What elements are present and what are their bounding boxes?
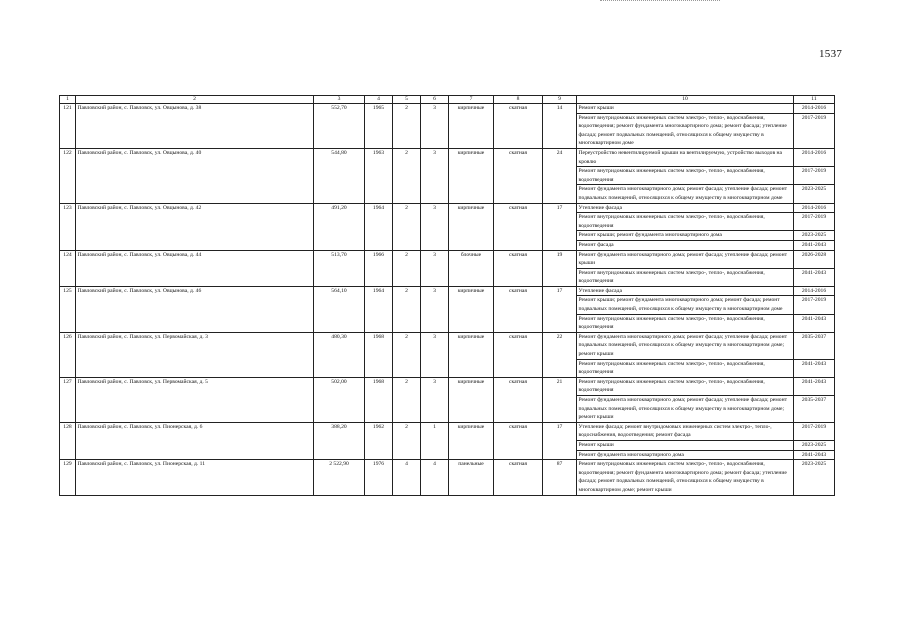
year-cell: 1964 — [365, 286, 393, 332]
entrances-cell: 1 — [421, 422, 449, 459]
work-description-cell: Утепление фасада — [577, 286, 794, 296]
period-cell: 2041-2043 — [794, 450, 835, 460]
row-number: 123 — [60, 203, 76, 250]
period-cell: 2026-2028 — [794, 250, 835, 268]
residents-cell: 21 — [543, 377, 577, 422]
roof-type-cell: скатная — [494, 422, 543, 459]
column-header: 9 — [543, 96, 577, 104]
row-number: 127 — [60, 377, 76, 422]
residents-cell: 22 — [543, 332, 577, 377]
row-number: 126 — [60, 332, 76, 377]
wall-material-cell: кирпичные — [449, 332, 494, 377]
year-cell: 1963 — [365, 148, 393, 203]
work-description-cell: Ремонт фундамента многоквартирного дома; ремонт фасада; утепление фасада; ремонт подвальных помещений, относящихся к общему имуществу в многоквартирном доме; ремонт крыши — [577, 332, 794, 359]
work-description-cell: Ремонт внутридомовых инженерных систем электро-, тепло-, водоснабжения, водоотведения — [577, 314, 794, 332]
floors-cell: 2 — [393, 250, 421, 286]
work-description-cell: Ремонт фундамента многоквартирного дома; ремонт фасада; утепление фасада; ремонт подвальных помещений, относящихся к общему имуществу в многоквартирном доме; ремонт крыши — [577, 396, 794, 423]
period-cell: 2023-2025 — [794, 460, 835, 495]
column-header: 3 — [314, 96, 365, 104]
year-cell: 1976 — [365, 460, 393, 495]
row-number: 122 — [60, 148, 76, 203]
work-description-cell: Ремонт внутридомовых инженерных систем электро-, тепло-, водоснабжения, водоотведения — [577, 359, 794, 377]
area-cell: 552,70 — [314, 104, 365, 149]
floors-cell: 2 — [393, 422, 421, 459]
floors-cell: 2 — [393, 203, 421, 250]
address-cell: Павловский район, с. Павловск, ул. Овцынова, д. 38 — [76, 104, 314, 149]
period-cell: 2017-2019 — [794, 422, 835, 440]
capital-repair-table — [59, 95, 835, 496]
residents-cell: 17 — [543, 286, 577, 332]
work-description-cell: Ремонт фундамента многоквартирного дома; ремонт фасада; утепление фасада; ремонт крыши — [577, 250, 794, 268]
floors-cell: 4 — [393, 460, 421, 495]
column-header: 11 — [794, 96, 835, 104]
work-description-cell: Ремонт фасада — [577, 240, 794, 250]
column-header: 8 — [494, 96, 543, 104]
row-number: 124 — [60, 250, 76, 286]
table-row — [60, 460, 835, 495]
address-cell: Павловский район, с. Павловск, ул. Овцынова, д. 44 — [76, 250, 314, 286]
year-cell: 1965 — [365, 104, 393, 149]
work-description-cell: Ремонт внутридомовых инженерных систем электро-, тепло-, водоснабжения, водоотведения — [577, 268, 794, 286]
year-cell: 1964 — [365, 203, 393, 250]
column-header: 6 — [421, 96, 449, 104]
residents-cell: 19 — [543, 250, 577, 286]
table-row — [60, 250, 835, 268]
period-cell: 2023-2025 — [794, 231, 835, 241]
table-row — [60, 422, 835, 440]
column-header: 5 — [393, 96, 421, 104]
area-cell: 502,00 — [314, 377, 365, 422]
row-number: 125 — [60, 286, 76, 332]
entrances-cell: 3 — [421, 286, 449, 332]
area-cell: 491,20 — [314, 203, 365, 250]
table-row — [60, 148, 835, 166]
year-cell: 1968 — [365, 332, 393, 377]
row-number: 129 — [60, 460, 76, 495]
address-cell: Павловский район, с. Павловск, ул. Овцынова, д. 42 — [76, 203, 314, 250]
roof-type-cell: скатная — [494, 203, 543, 250]
table-row — [60, 203, 835, 213]
work-description-cell: Ремонт крыши; ремонт фундамента многоквартирного дома — [577, 231, 794, 241]
roof-type-cell: скатная — [494, 377, 543, 422]
entrances-cell: 3 — [421, 332, 449, 377]
residents-cell: 17 — [543, 203, 577, 250]
year-cell: 1962 — [365, 422, 393, 459]
entrances-cell: 3 — [421, 148, 449, 203]
period-cell: 2014-2016 — [794, 148, 835, 166]
address-cell: Павловский район, с. Павловск, ул. Пионерская, д. 6 — [76, 422, 314, 459]
entrances-cell: 4 — [421, 460, 449, 495]
period-cell: 2017-2019 — [794, 213, 835, 231]
work-description-cell: Ремонт фундамента многоквартирного дома — [577, 450, 794, 460]
work-description-cell: Ремонт внутридомовых инженерных систем электро-, тепло-, водоснабжения, водоотведения; ремонт фундамента многоквартирного дома; ремонт фасада; утепление фасада; ремонт подвальных помещений, относящихся к общему имуществу в многоквартирном доме — [577, 113, 794, 148]
scan-artifact — [600, 0, 720, 5]
work-description-cell: Ремонт крыши — [577, 104, 794, 114]
period-cell: 2041-2043 — [794, 314, 835, 332]
roof-type-cell: скатная — [494, 104, 543, 149]
entrances-cell: 3 — [421, 250, 449, 286]
address-cell: Павловский район, с. Павловск, ул. Первомайская, д. 3 — [76, 332, 314, 377]
column-number-row — [60, 96, 835, 104]
work-description-cell: Ремонт крыши; ремонт фундамента многоквартирного дома; ремонт фасада; ремонт подвальных помещений, относящихся к общему имуществу в многоквартирном доме — [577, 296, 794, 314]
roof-type-cell: скатная — [494, 332, 543, 377]
row-number: 128 — [60, 422, 76, 459]
work-description-cell: Ремонт внутридомовых инженерных систем электро-, тепло-, водоснабжения, водоотведения — [577, 377, 794, 395]
period-cell: 2041-2043 — [794, 359, 835, 377]
address-cell: Павловский район, с. Павловск, ул. Пионерская, д. 11 — [76, 460, 314, 495]
residents-cell: 14 — [543, 104, 577, 149]
period-cell: 2017-2019 — [794, 113, 835, 148]
wall-material-cell: кирпичные — [449, 104, 494, 149]
period-cell: 2041-2043 — [794, 377, 835, 395]
entrances-cell: 3 — [421, 377, 449, 422]
year-cell: 1966 — [365, 250, 393, 286]
area-cell: 564,10 — [314, 286, 365, 332]
roof-type-cell: скатная — [494, 286, 543, 332]
column-header: 7 — [449, 96, 494, 104]
floors-cell: 2 — [393, 104, 421, 149]
period-cell: 2014-2016 — [794, 203, 835, 213]
address-cell: Павловский район, с. Павловск, ул. Овцынова, д. 46 — [76, 286, 314, 332]
work-description-cell: Утепление фасада — [577, 203, 794, 213]
area-cell: 2 522,90 — [314, 460, 365, 495]
wall-material-cell: кирпичные — [449, 377, 494, 422]
table-row — [60, 377, 835, 395]
work-description-cell: Ремонт фундамента многоквартирного дома; ремонт фасада; утепление фасада; ремонт подвальных помещений, относящихся к общему имуществу в многоквартирном доме — [577, 185, 794, 203]
page-number: 1537 — [819, 48, 843, 60]
roof-type-cell: скатная — [494, 460, 543, 495]
column-header: 2 — [76, 96, 314, 104]
floors-cell: 2 — [393, 377, 421, 422]
column-header: 4 — [365, 96, 393, 104]
period-cell: 2017-2019 — [794, 296, 835, 314]
area-cell: 513,70 — [314, 250, 365, 286]
column-header: 10 — [577, 96, 794, 104]
wall-material-cell: панельные — [449, 460, 494, 495]
period-cell: 2035-2037 — [794, 396, 835, 423]
floors-cell: 2 — [393, 332, 421, 377]
roof-type-cell: скатная — [494, 250, 543, 286]
period-cell: 2014-2016 — [794, 286, 835, 296]
row-number: 121 — [60, 104, 76, 149]
period-cell: 2014-2016 — [794, 104, 835, 114]
period-cell: 2017-2019 — [794, 167, 835, 185]
roof-type-cell: скатная — [494, 148, 543, 203]
entrances-cell: 3 — [421, 203, 449, 250]
floors-cell: 2 — [393, 286, 421, 332]
residents-cell: 87 — [543, 460, 577, 495]
address-cell: Павловский район, с. Павловск, ул. Первомайская, д. 5 — [76, 377, 314, 422]
residents-cell: 17 — [543, 422, 577, 459]
area-cell: 480,30 — [314, 332, 365, 377]
wall-material-cell: кирпичные — [449, 203, 494, 250]
entrances-cell: 3 — [421, 104, 449, 149]
wall-material-cell: кирпичные — [449, 422, 494, 459]
period-cell: 2035-2037 — [794, 332, 835, 359]
residents-cell: 24 — [543, 148, 577, 203]
period-cell: 2023-2025 — [794, 440, 835, 450]
column-header: 1 — [60, 96, 76, 104]
wall-material-cell: кирпичные — [449, 286, 494, 332]
year-cell: 1968 — [365, 377, 393, 422]
table-row — [60, 332, 835, 359]
period-cell: 2023-2025 — [794, 185, 835, 203]
floors-cell: 2 — [393, 148, 421, 203]
work-description-cell: Ремонт крыши — [577, 440, 794, 450]
address-cell: Павловский район, с. Павловск, ул. Овцынова, д. 40 — [76, 148, 314, 203]
period-cell: 2041-2043 — [794, 240, 835, 250]
area-cell: 544,80 — [314, 148, 365, 203]
work-description-cell: Ремонт внутридомовых инженерных систем электро-, тепло-, водоснабжения, водоотведения; ремонт фундамента многоквартирного дома; ремонт фасада; утепление фасада; ремонт подвальных помещений, относящихся к общему имуществу в многоквартирном доме; ремонт крыши — [577, 460, 794, 495]
table-row — [60, 104, 835, 114]
wall-material-cell: блочные — [449, 250, 494, 286]
period-cell: 2041-2043 — [794, 268, 835, 286]
wall-material-cell: кирпичные — [449, 148, 494, 203]
work-description-cell: Утепление фасада; ремонт внутридомовых инженерных систем электро-, тепло-, водоснабжения, водоотведения; ремонт фасада — [577, 422, 794, 440]
table-row — [60, 286, 835, 296]
work-description-cell: Ремонт внутридомовых инженерных систем электро-, тепло-, водоснабжения, водоотведения — [577, 213, 794, 231]
work-description-cell: Ремонт внутридомовых инженерных систем электро-, тепло-, водоснабжения, водоотведения — [577, 167, 794, 185]
work-description-cell: Переустройство невентилируемой крыши на вентилируемую, устройство выходов на кровлю — [577, 148, 794, 166]
area-cell: 388,20 — [314, 422, 365, 459]
